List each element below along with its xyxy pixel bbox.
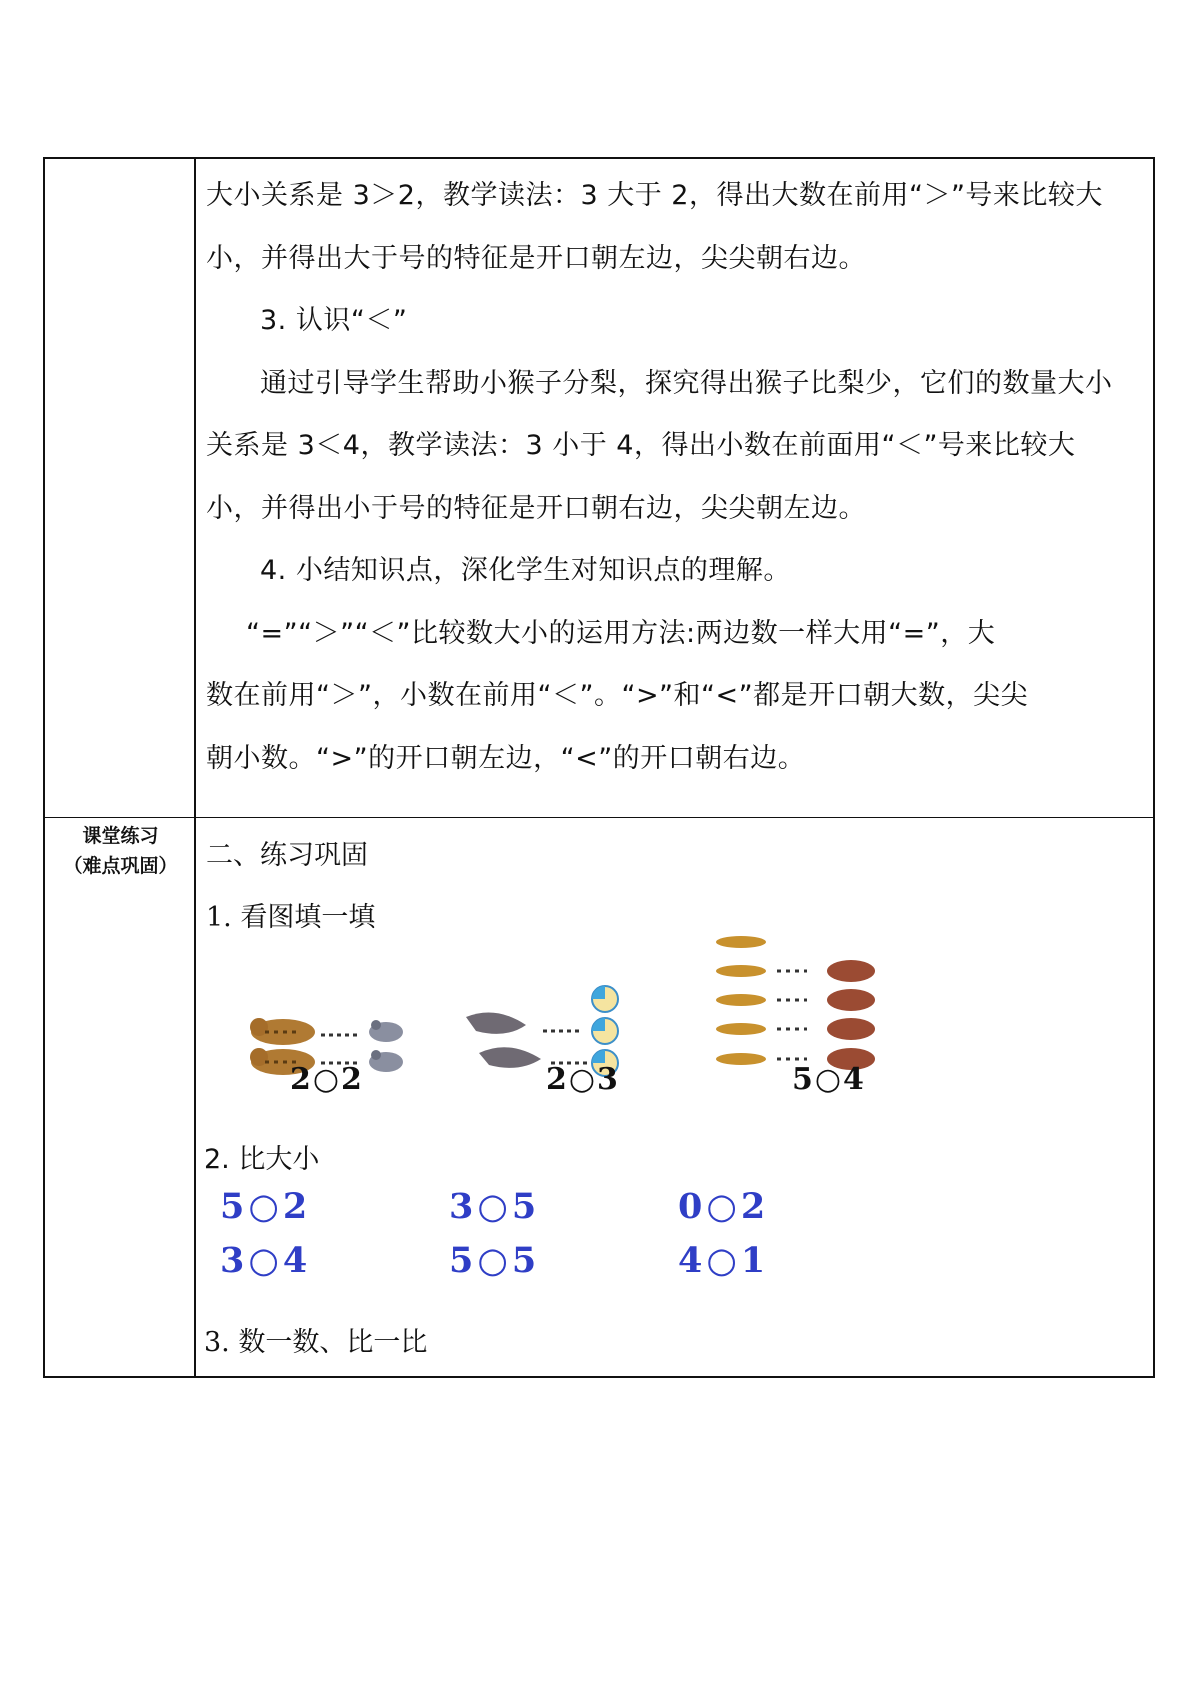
compare-item: 0○2: [678, 1186, 770, 1227]
compare-item: 4○1: [678, 1240, 770, 1281]
compare-item: 5○5: [449, 1240, 541, 1281]
paragraph-line: 大小关系是 3＞2，教学读法：3 大于 2，得出大数在前用“＞”号来比较大: [206, 180, 1103, 211]
compare-item: 3○5: [449, 1186, 541, 1227]
paragraph-line: 朝小数。“>”的开口朝左边，“<”的开口朝右边。: [206, 742, 806, 774]
picture-label: 2○3: [546, 1062, 620, 1097]
exercise-3-title: 3. 数一数、比一比: [204, 1327, 428, 1358]
corn-icon: [716, 994, 766, 1006]
section-title: 二、练习巩固: [206, 840, 368, 871]
paragraph-line: 关系是 3＜4，教学读法：3 小于 4，得出小数在前面用“＜”号来比较大: [206, 430, 1076, 461]
exercise-2-title: 2. 比大小: [204, 1144, 320, 1175]
bear-icon: [827, 960, 875, 982]
picture-label: 5○4: [792, 1062, 866, 1097]
compare-item: 3○4: [220, 1240, 312, 1281]
mouse-icon: [369, 1020, 403, 1042]
subheading-summary: 4. 小结知识点，深化学生对知识点的理解。: [260, 555, 791, 586]
corn-icon: [716, 936, 766, 948]
lesson-table: [43, 157, 1155, 1378]
paragraph-line: 数在前用“＞”，小数在前用“＜”。“>”和“<”都是开口朝大数，尖尖: [206, 680, 1029, 711]
bear-icon: [827, 989, 875, 1011]
seal-icon: [466, 1013, 526, 1034]
corn-icon: [716, 965, 766, 977]
seal-icon: [479, 1047, 541, 1068]
column-divider: [194, 159, 196, 1376]
row-label-line: （难点巩固）: [63, 855, 178, 877]
picture-label: 2○2: [290, 1062, 364, 1097]
corn-icon: [716, 1053, 766, 1065]
row-label-line: 课堂练习: [82, 825, 159, 847]
teaching-process-content: [206, 165, 1146, 790]
bear-icon: [827, 1018, 875, 1040]
paragraph-line: 通过引导学生帮助小猴子分梨，探究得出猴子比梨少，它们的数量大小: [260, 367, 1113, 399]
corn-icon: [716, 1023, 766, 1035]
row-divider: [45, 817, 1153, 818]
paragraph-line: 小，并得出大于号的特征是开口朝左边，尖尖朝右边。: [206, 242, 866, 274]
paragraph-line: 小，并得出小于号的特征是开口朝右边，尖尖朝左边。: [206, 492, 866, 524]
practice-content: [206, 825, 1146, 949]
row-label-practice: [47, 821, 194, 881]
exercise-1-title: 1. 看图填一填: [206, 902, 376, 933]
corn-bear-group: [716, 936, 875, 1070]
tiger-icon: [250, 1018, 315, 1045]
subheading-less-than: 3. 认识“＜”: [260, 305, 408, 336]
mouse-icon: [369, 1050, 403, 1072]
paragraph-line: “=”“＞”“＜”比较数大小的运用方法:两边数一样大用“=”，大: [246, 617, 996, 649]
compare-item: 5○2: [220, 1186, 312, 1227]
